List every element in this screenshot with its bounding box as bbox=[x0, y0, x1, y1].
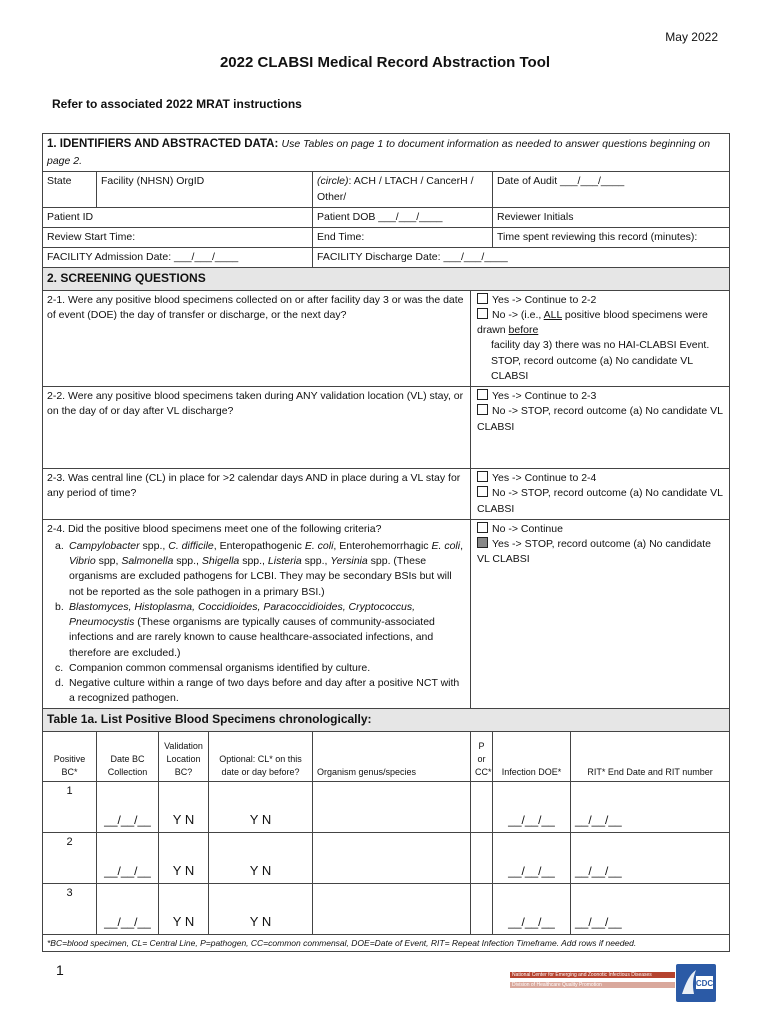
row3-p-cc[interactable] bbox=[471, 883, 493, 934]
col-rit: RIT* End Date and RIT number bbox=[571, 731, 730, 781]
division-line-1: National Center for Emerging and Zoonotic Infectious Diseases bbox=[510, 972, 675, 978]
question-2-2-answers bbox=[471, 387, 730, 469]
section1-title: 1. IDENTIFIERS AND ABSTRACTED DATA: bbox=[47, 138, 279, 150]
row1-date[interactable]: __/__/__ bbox=[97, 781, 159, 832]
q2-1-yes-option[interactable]: Yes -> Continue to 2-2 bbox=[475, 293, 725, 308]
checkbox-icon bbox=[477, 293, 488, 304]
row3-validation-yn[interactable]: Y N bbox=[159, 883, 209, 934]
question-2-2: 2-2. Were any positive blood specimens taken during ANY validation location (VL) stay, or on the day of or day after VL discharge? bbox=[43, 387, 471, 469]
criterion-d: d. Negative culture within a range of two days before and day after a positive NCT with a recognized pathogen. bbox=[55, 676, 460, 705]
row3-doe[interactable]: __/__/__ bbox=[493, 883, 571, 934]
section1-heading bbox=[43, 134, 730, 172]
admission-date-field[interactable]: FACILITY Admission Date: ___/___/____ bbox=[43, 248, 313, 268]
facility-orgid-field[interactable]: Facility (NHSN) OrgID bbox=[97, 172, 313, 207]
checkbox-icon bbox=[477, 404, 488, 415]
review-start-field[interactable]: Review Start Time: bbox=[43, 228, 313, 248]
col-p-or-cc: P or CC* bbox=[471, 731, 493, 781]
criterion-a: a. Campylobacter spp., C. difficile, Enteropathogenic E. coli, Enterohemorrhagic E. coli, Vibrio spp, Salmonella spp., Shigella spp., Listeria spp., Yersinia spp. (These organisms are excluded pathogens for LCBI. They may be secondary BSIs but will not be reported as the sole pathogen in a primary BSI.) bbox=[55, 540, 463, 598]
row2-rit[interactable]: __/__/__ bbox=[571, 832, 730, 883]
state-field[interactable]: State bbox=[43, 172, 97, 207]
col-validation-location: Validation Location BC? bbox=[159, 731, 209, 781]
q2-4-yes-option[interactable]: Yes -> STOP, record outcome (a) No candidate VL CLABSI bbox=[477, 538, 711, 566]
row1-p-cc[interactable] bbox=[471, 781, 493, 832]
section2-heading: 2. SCREENING QUESTIONS bbox=[43, 268, 730, 290]
checkbox-icon bbox=[477, 537, 488, 548]
col-optional-cl: Optional: CL* on this date or day before? bbox=[209, 731, 313, 781]
row1-number: 1 bbox=[43, 781, 97, 832]
col-infection-doe: Infection DOE* bbox=[493, 731, 571, 781]
row2-validation-yn[interactable]: Y N bbox=[159, 832, 209, 883]
patient-dob-field[interactable]: Patient DOB ___/___/____ bbox=[313, 207, 493, 227]
q2-1-no-option[interactable]: No -> (i.e., ALL positive blood specimens were drawn before facility day 3) there was no HAI-CLABSI Event. STOP, record outcome (a) No candidate VL CLABSI bbox=[475, 308, 725, 384]
row1-organism[interactable] bbox=[313, 781, 471, 832]
discharge-date-field[interactable]: FACILITY Discharge Date: ___/___/____ bbox=[313, 248, 730, 268]
row3-cl-yn[interactable]: Y N bbox=[209, 883, 313, 934]
question-2-3: 2-3. Was central line (CL) in place for >2 calendar days AND in place during a VL stay for any period of time? bbox=[43, 469, 471, 520]
question-2-1: 2-1. Were any positive blood specimens collected on or after facility day 3 or was the date of event (DOE) the day of transfer or discharge, or the next day? bbox=[43, 290, 471, 386]
row3-date[interactable]: __/__/__ bbox=[97, 883, 159, 934]
abstraction-table bbox=[42, 133, 730, 952]
row1-validation-yn[interactable]: Y N bbox=[159, 781, 209, 832]
page-number: 1 bbox=[56, 962, 64, 978]
col-positive-bc: Positive BC* bbox=[43, 731, 97, 781]
checkbox-icon bbox=[477, 522, 488, 533]
section1-note: Use Tables on page 1 to document information as needed to answer questions beginning on page 2. bbox=[47, 138, 711, 167]
question-2-1-answers bbox=[471, 290, 730, 386]
circle-label: (circle) bbox=[317, 175, 349, 188]
q2-3-yes-option[interactable]: Yes -> Continue to 2-4 bbox=[475, 471, 725, 486]
facility-type-field[interactable] bbox=[313, 172, 493, 207]
checkbox-icon bbox=[477, 486, 488, 497]
hhs-eagle-icon bbox=[676, 964, 716, 1002]
q2-3-no-option[interactable]: No -> STOP, record outcome (a) No candidate VL CLABSI bbox=[477, 487, 723, 515]
col-date-bc: Date BC Collection bbox=[97, 731, 159, 781]
row1-doe[interactable]: __/__/__ bbox=[493, 781, 571, 832]
question-2-4 bbox=[43, 519, 471, 709]
row3-rit[interactable]: __/__/__ bbox=[571, 883, 730, 934]
row2-p-cc[interactable] bbox=[471, 832, 493, 883]
row1-cl-yn[interactable]: Y N bbox=[209, 781, 313, 832]
division-line-2: Division of Healthcare Quality Promotion bbox=[510, 982, 675, 988]
cdc-logo bbox=[676, 964, 716, 1002]
table-footnote: *BC=blood specimen, CL= Central Line, P=pathogen, CC=common commensal, DOE=Date of Event, RIT= Repeat Infection Timeframe. Add rows if needed. bbox=[43, 934, 730, 951]
q2-1-no-continuation: facility day 3) there was no HAI-CLABSI Event. STOP, record outcome (a) No candidate VL CLABSI bbox=[491, 339, 710, 382]
row3-number: 3 bbox=[43, 883, 97, 934]
question-2-3-answers bbox=[471, 469, 730, 520]
row2-cl-yn[interactable]: Y N bbox=[209, 832, 313, 883]
q2-2-yes-option[interactable]: Yes -> Continue to 2-3 bbox=[475, 389, 725, 404]
q2-4-no-option[interactable]: No -> Continue bbox=[475, 522, 725, 537]
instructions-reference: Refer to associated 2022 MRAT instructions bbox=[52, 97, 302, 111]
table1a-title: Table 1a. List Positive Blood Specimens chronologically: bbox=[43, 709, 730, 731]
reviewer-initials-field[interactable]: Reviewer Initials bbox=[493, 207, 730, 227]
question-2-4-answers bbox=[471, 519, 730, 709]
checkbox-icon bbox=[477, 471, 488, 482]
row2-organism[interactable] bbox=[313, 832, 471, 883]
q2-2-no-option[interactable]: No -> STOP, record outcome (a) No candidate VL CLABSI bbox=[477, 405, 723, 433]
cdc-division-banner bbox=[510, 972, 675, 992]
criterion-c: c. Companion common commensal organisms identified by culture. bbox=[55, 661, 371, 674]
row2-date[interactable]: __/__/__ bbox=[97, 832, 159, 883]
form-title: 2022 CLABSI Medical Record Abstraction Tool bbox=[219, 54, 551, 71]
row1-rit[interactable]: __/__/__ bbox=[571, 781, 730, 832]
row2-number: 2 bbox=[43, 832, 97, 883]
end-time-field[interactable]: End Time: bbox=[313, 228, 493, 248]
question-2-4-text: 2-4. Did the positive blood specimens meet one of the following criteria? bbox=[47, 522, 382, 535]
criteria-list bbox=[47, 539, 466, 706]
col-organism: Organism genus/species bbox=[313, 731, 471, 781]
criterion-b: b. Blastomyces, Histoplasma, Coccidioides, Paracoccidioides, Cryptococcus, Pneumocystis (These organisms are typically causes of community-associated infections and are rarely known to cause healthcare-associated infections, and therefore are excluded.) bbox=[55, 600, 435, 659]
date-of-audit-field[interactable]: Date of Audit ___/___/____ bbox=[493, 172, 730, 207]
form-date: May 2022 bbox=[665, 30, 718, 44]
checkbox-icon bbox=[477, 308, 488, 319]
facility-type-options: : ACH / LTACH / CancerH / Other/ bbox=[317, 175, 474, 203]
cdc-logo-text: CDC bbox=[695, 979, 714, 988]
row3-organism[interactable] bbox=[313, 883, 471, 934]
time-spent-field[interactable]: Time spent reviewing this record (minutes): bbox=[493, 228, 730, 248]
row2-doe[interactable]: __/__/__ bbox=[493, 832, 571, 883]
patient-id-field[interactable]: Patient ID bbox=[43, 207, 313, 227]
checkbox-icon bbox=[477, 389, 488, 400]
